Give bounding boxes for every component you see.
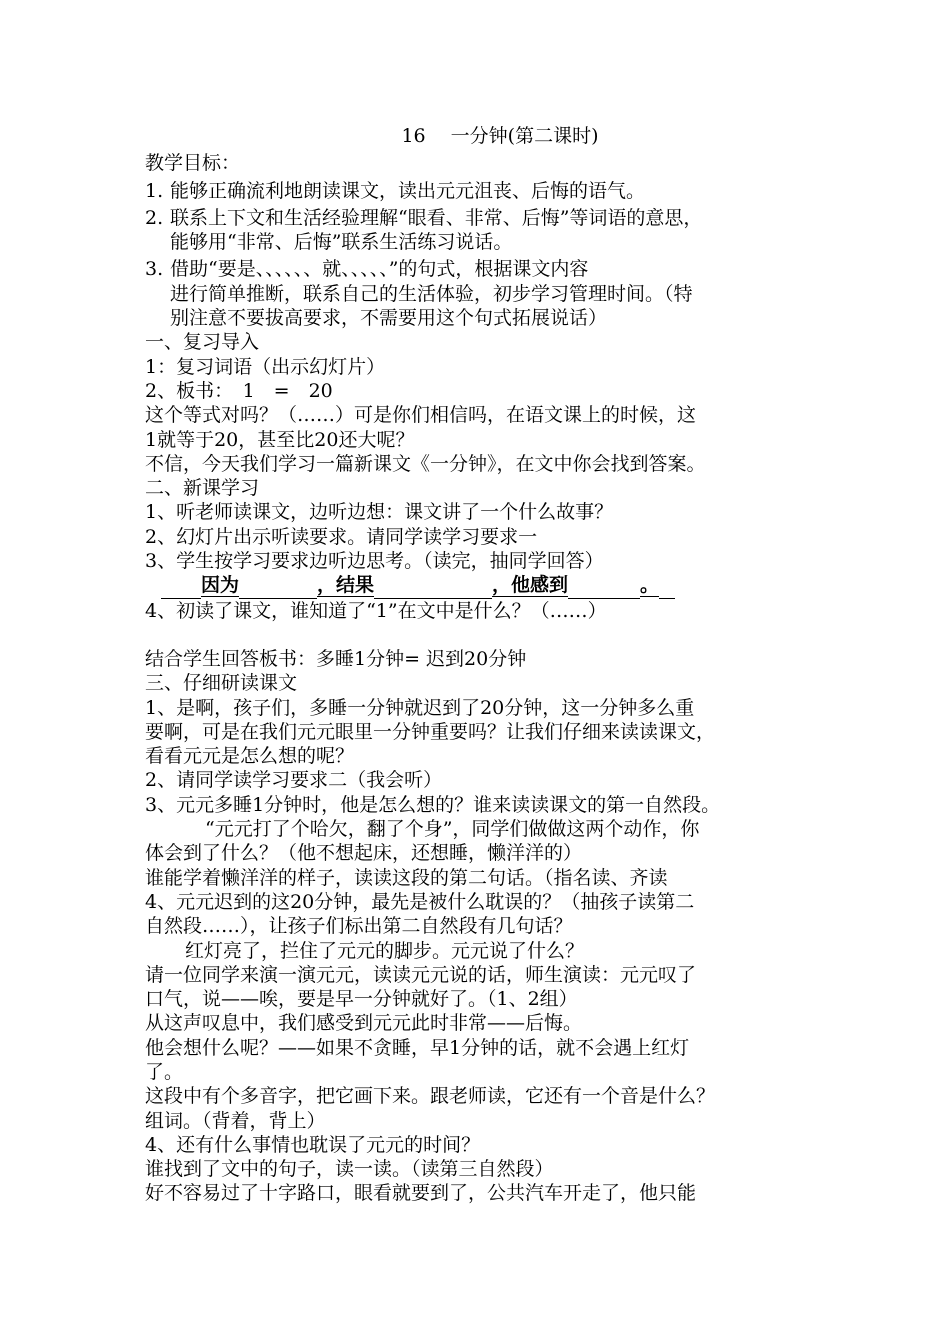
goal-number: 2. (145, 206, 164, 229)
paragraph-line: “元元打了个哈欠，翻了个身”，同学们做做这两个动作，你 (205, 818, 700, 841)
paragraph-line: 从这声叹息中，我们感受到元元此时非常——后悔。 (145, 1012, 583, 1035)
paragraph-line: 组词。（背着，背上） (145, 1109, 326, 1132)
paragraph-line: 2、板书： 1 = 20 (145, 379, 333, 402)
paragraph-line: 2、请同学读学习要求二（我会听） (145, 769, 443, 792)
goal-text: 借助“要是、、、、、、就、、、、、”的句式，根据课文内容 (170, 258, 589, 281)
page-title: 16 一分钟(第二课时) (401, 125, 599, 147)
goals-heading: 教学目标： (145, 152, 241, 175)
goal-number: 3. (145, 258, 164, 281)
goal-text: 别注意不要拔高要求，不需要用这个句式拓展说话） (170, 307, 608, 330)
paragraph-line: 4、元元迟到的这20分钟，最先是被什么耽误的？（抽孩子读第二 (145, 890, 695, 913)
fill-in-sentence (145, 573, 825, 598)
fill-label: 因为 (201, 574, 240, 597)
goal-item (145, 257, 825, 330)
paragraph-line: 4、还有什么事情也耽误了元元的时间？ (145, 1133, 481, 1156)
document-page (145, 124, 825, 1206)
paragraph-line: 了。 (145, 1060, 184, 1083)
answer-blank (239, 578, 317, 599)
paragraph-line: 1、听老师读课文，边听边想：课文讲了一个什么故事？ (145, 501, 614, 524)
paragraph-line: 红灯亮了，拦住了元元的脚步。元元说了什么？ (185, 939, 585, 962)
paragraph-line: 这段中有个多音字，把它画下来。跟老师读，它还有一个音是什么？ (145, 1085, 716, 1108)
paragraph-line: 谁找到了文中的句子，读一读。（读第三自然段） (145, 1158, 554, 1181)
section-heading: 一、复习导入 (145, 331, 260, 354)
paragraph-line: 4、初读了课文，谁知道了“1”在文中是什么？（……） (145, 599, 607, 622)
paragraph-line: 请一位同学来演一演元元，读读元元说的话，师生演读：元元叹了 (145, 963, 697, 986)
paragraph-line: 1、是啊，孩子们，多睡一分钟就迟到了20分钟，这一分钟多么重 (145, 696, 695, 719)
paragraph-line: 不信，今天我们学习一篇新课文《一分钟》，在文中你会找到答案。 (145, 452, 706, 475)
goal-item (145, 179, 825, 203)
goal-text: 进行简单推断，联系自己的生活体验，初步学习管理时间。（特 (170, 282, 693, 305)
paragraph-line: 要啊，可是在我们元元眼里一分钟重要吗？让我们仔细来读读课文， (145, 720, 716, 743)
fill-label: ，结果 (317, 574, 375, 597)
goal-number: 1. (145, 179, 164, 202)
paragraph-line: 3、元元多睡1分钟时，他是怎么想的？谁来读读课文的第一自然段。 (145, 793, 721, 816)
goal-text: 能够用“非常、后悔”联系生活练习说话。 (170, 231, 513, 254)
paragraph-line: 这个等式对吗？（……）可是你们相信吗，在语文课上的时候，这 (145, 404, 697, 427)
paragraph-line: 自然段……），让孩子们标出第二自然段有几句话？ (145, 915, 573, 938)
fill-label: ，他感到 (492, 574, 569, 597)
section-heading: 二、新课学习 (145, 477, 260, 500)
goal-text: 联系上下文和生活经验理解“眼看、非常、后悔”等词语的意思， (170, 206, 703, 229)
answer-blank (659, 578, 675, 599)
answer-blank (374, 578, 492, 599)
paragraph-line: 3、学生按学习要求边听边思考。（读完，抽同学回答） (145, 550, 604, 573)
paragraph-line: 他会想什么呢？——如果不贪睡，早1分钟的话，就不会遇上红灯 (145, 1036, 690, 1059)
paragraph-line: 结合学生回答板书：多睡1分钟= 迟到20分钟 (145, 647, 527, 670)
section-heading: 三、仔细研读课文 (145, 672, 298, 695)
paragraph-line: 1就等于20，甚至比20还大呢？ (145, 428, 415, 451)
paragraph-line: 谁能学着懒洋洋的样子，读读这段的第二句话。（指名读、齐读 (145, 866, 668, 889)
paragraph-line: 看看元元是怎么想的呢？ (145, 745, 355, 768)
answer-blank (161, 578, 201, 599)
paragraph-line: 口气，说——唉，要是早一分钟就好了。（1、2组） (145, 988, 578, 1011)
paragraph-line: 体会到了什么？（他不想起床，还想睡，懒洋洋的） (145, 842, 583, 865)
paragraph-line: 好不容易过了十字路口，眼看就要到了，公共汽车开走了，他只能 (145, 1182, 697, 1205)
paragraph-line: 2、幻灯片出示听读要求。请同学读学习要求一 (145, 525, 538, 548)
paragraph-line: 1：复习词语（出示幻灯片） (145, 355, 386, 378)
goal-text: 能够正确流利地朗读课文，读出元元沮丧、后悔的语气。 (170, 179, 646, 202)
fill-label: 。 (640, 574, 660, 597)
answer-blank (568, 578, 640, 599)
goal-item (145, 206, 825, 255)
